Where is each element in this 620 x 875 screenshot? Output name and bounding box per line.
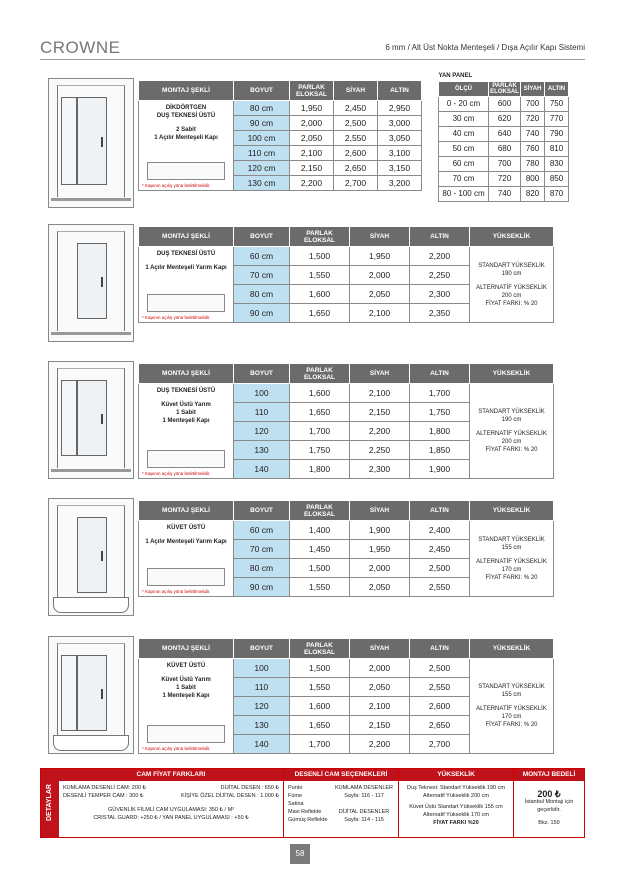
col-altin: ALTIN — [410, 639, 470, 659]
mini-diagram — [147, 725, 225, 743]
price-cell: 3,000 — [378, 116, 422, 131]
col-altin: ALTIN — [410, 501, 470, 521]
price-cell: 1,600 — [290, 697, 350, 716]
price-cell: 2,050 — [350, 285, 410, 304]
montaj-desc: KÜVET ÜSTÜ Küvet Üstü Yarım 1 Sabit 1 Menteşeli Kapı * Kapının açılış yönü belirtilmelidir. — [139, 659, 234, 754]
col-siyah: SİYAH — [521, 81, 545, 96]
product-section-5 — [40, 630, 585, 754]
price-cell: 2,050 — [290, 131, 334, 146]
price-cell: 2,300 — [350, 460, 410, 479]
price-cell: 2,200 — [290, 176, 334, 191]
height-info: STANDART YÜKSEKLİK 155 cm ALTERNATİF YÜKSEKLİK 170 cm FİYAT FARKI: % 20 — [470, 659, 554, 754]
price-cell: 1,650 — [290, 304, 350, 323]
price-cell: 1,550 — [290, 266, 350, 285]
price-cell: 820 — [521, 186, 545, 201]
price-cell: 2,000 — [350, 559, 410, 578]
price-cell: 1,800 — [290, 460, 350, 479]
handle-shape — [101, 551, 103, 561]
door-shape — [77, 380, 107, 456]
price-table — [138, 500, 554, 597]
height-title: YÜKSEKLİK — [399, 769, 513, 781]
price-cell: 2,450 — [334, 101, 378, 116]
note-text: * Kapının açılış yönü belirtilmelidir. — [142, 589, 211, 594]
price-cell: 2,600 — [334, 146, 378, 161]
col-boyut: BOYUT — [234, 227, 290, 247]
price-cell: 2,000 — [350, 659, 410, 678]
price-cell: 1,850 — [410, 441, 470, 460]
size-cell: 100 cm — [234, 131, 290, 146]
price-cell: 2,200 — [350, 422, 410, 441]
price-cell: 2,100 — [350, 384, 410, 403]
montaj-desc: DUŞ TEKNESİ ÜSTÜ Küvet Üstü Yarım 1 Sabit 1 Menteşeli Kapı * Kapının açılış yönü belirtilmelidir. — [139, 384, 234, 479]
details-footer — [40, 768, 585, 838]
col-parlak: PARLAK ELOKSAL — [290, 364, 350, 384]
product-section-2 — [40, 218, 585, 342]
size-cell: 70 cm — [439, 171, 489, 186]
col-siyah: SİYAH — [350, 639, 410, 659]
col-parlak: PARLAK ELOKSAL — [290, 227, 350, 247]
price-cell: 2,050 — [350, 678, 410, 697]
col-parlak: PARLAK ELOKSAL — [490, 82, 519, 95]
col-altin: ALTIN — [545, 81, 569, 96]
size-cell: 140 — [234, 460, 290, 479]
size-cell: 130 — [234, 716, 290, 735]
price-cell: 770 — [545, 111, 569, 126]
door-shape — [77, 517, 107, 593]
price-cell: 2,450 — [410, 540, 470, 559]
product-illustration — [48, 498, 134, 616]
col-boyut: BOYUT — [234, 364, 290, 384]
size-cell: 110 — [234, 678, 290, 697]
price-cell: 720 — [489, 171, 521, 186]
page-subtitle: 6 mm / Alt Üst Nokta Menteşeli / Dışa Açılır Kapı Sistemi — [385, 43, 585, 52]
price-cell: 2,100 — [290, 146, 334, 161]
size-cell: 90 cm — [234, 116, 290, 131]
col-boyut: BOYUT — [234, 81, 290, 101]
price-cell: 740 — [489, 186, 521, 201]
montaj-desc: DİKDÖRTGEN DUŞ TEKNESİ ÜSTÜ 2 Sabit 1 Açılır Menteşeli Kapı * Kapının açılış yönü belirtilmelidir. — [139, 101, 234, 191]
montaj-desc: DUŞ TEKNESİ ÜSTÜ 1 Açılır Menteşeli Yarım Kapı * Kapının açılış yönü belirtilmelidir. — [139, 247, 234, 323]
price-cell: 1,800 — [410, 422, 470, 441]
price-cell: 780 — [521, 156, 545, 171]
price-cell: 2,500 — [410, 659, 470, 678]
montaj-desc: KÜVET ÜSTÜ 1 Açılır Menteşeli Yarım Kapı * Kapının açılış yönü belirtilmelidir. — [139, 521, 234, 597]
col-siyah: SİYAH — [350, 364, 410, 384]
price-cell: 3,050 — [378, 131, 422, 146]
size-cell: 60 cm — [234, 521, 290, 540]
col-yukseklik: YÜKSEKLİK — [470, 501, 554, 521]
price-cell: 1,700 — [290, 422, 350, 441]
price-cell: 2,500 — [334, 116, 378, 131]
col-parlak: PARLAK ELOKSAL — [290, 639, 350, 659]
product-illustration — [48, 361, 134, 479]
fixed-panel-shape — [61, 655, 77, 731]
price-table — [138, 363, 554, 479]
col-parlak: PARLAK ELOKSAL — [290, 81, 334, 101]
price-cell: 1,950 — [350, 247, 410, 266]
size-cell: 80 - 100 cm — [439, 186, 489, 201]
product-illustration — [48, 636, 134, 754]
page-header — [40, 38, 585, 60]
price-cell: 2,350 — [410, 304, 470, 323]
col-altin: ALTIN — [378, 81, 422, 101]
price-table — [138, 638, 554, 754]
product-illustration — [48, 224, 134, 342]
size-cell: 140 — [234, 735, 290, 754]
price-cell: 600 — [489, 96, 521, 111]
size-cell: 30 cm — [439, 111, 489, 126]
price-cell: 1,700 — [410, 384, 470, 403]
col-yukseklik: YÜKSEKLİK — [470, 364, 554, 384]
size-cell: 90 cm — [234, 578, 290, 597]
size-cell: 120 cm — [234, 161, 290, 176]
price-cell: 1,400 — [290, 521, 350, 540]
mini-diagram — [147, 568, 225, 586]
price-cell: 700 — [521, 96, 545, 111]
col-montaj: MONTAJ ŞEKLİ — [139, 227, 234, 247]
price-cell: 2,000 — [350, 266, 410, 285]
col-montaj: MONTAJ ŞEKLİ — [139, 81, 234, 101]
patterned-glass-title: DESENLİ CAM SEÇENEKLERİ — [284, 769, 398, 781]
door-shape — [77, 97, 107, 185]
size-cell: 60 cm — [234, 247, 290, 266]
price-cell: 1,700 — [290, 735, 350, 754]
col-montaj: MONTAJ ŞEKLİ — [139, 364, 234, 384]
size-cell: 100 — [234, 384, 290, 403]
height-column: YÜKSEKLİK Duş Teknesi: Standart Yükseklik 190 cm Alternatif Yükseklik 200 cm Küvet Üstü Standart Yükseklik 155 cm Alternatif Yükseklik 170 cm FİYAT FARKI %20 — [399, 769, 514, 837]
price-cell: 2,150 — [350, 716, 410, 735]
price-cell: 1,650 — [290, 403, 350, 422]
brand-title: CROWNE — [40, 38, 121, 57]
col-boyut: BOYUT — [234, 501, 290, 521]
price-cell: 2,100 — [350, 697, 410, 716]
size-cell: 40 cm — [439, 126, 489, 141]
note-text: * Kapının açılış yönü belirtilmelidir. — [142, 471, 211, 476]
price-cell: 2,700 — [410, 735, 470, 754]
price-cell: 2,650 — [334, 161, 378, 176]
handle-shape — [101, 277, 103, 287]
price-cell: 2,250 — [350, 441, 410, 460]
price-cell: 2,500 — [410, 559, 470, 578]
handle-shape — [101, 414, 103, 424]
handle-shape — [101, 689, 103, 699]
size-cell: 60 cm — [439, 156, 489, 171]
price-cell: 2,400 — [410, 521, 470, 540]
col-montaj: MONTAJ ŞEKLİ — [139, 639, 234, 659]
price-table — [138, 80, 422, 191]
installation-price: 200 ₺ — [537, 789, 561, 799]
price-cell: 1,900 — [410, 460, 470, 479]
price-cell: 1,750 — [290, 441, 350, 460]
size-cell: 50 cm — [439, 141, 489, 156]
price-cell: 2,600 — [410, 697, 470, 716]
details-side-label: DETAYLAR — [41, 769, 59, 837]
price-cell: 1,900 — [350, 521, 410, 540]
col-boyut: BOYUT — [234, 639, 290, 659]
price-cell: 2,200 — [410, 247, 470, 266]
price-cell: 1,600 — [290, 285, 350, 304]
bathtub-shape — [53, 597, 129, 613]
mini-diagram — [147, 162, 225, 180]
col-siyah: SİYAH — [334, 81, 378, 101]
price-cell: 1,550 — [290, 578, 350, 597]
size-cell: 80 cm — [234, 101, 290, 116]
price-table — [138, 226, 554, 323]
price-cell: 1,650 — [290, 716, 350, 735]
price-cell: 740 — [521, 126, 545, 141]
price-cell: 2,550 — [334, 131, 378, 146]
size-cell: 110 cm — [234, 146, 290, 161]
price-cell: 850 — [545, 171, 569, 186]
price-cell: 1,500 — [290, 559, 350, 578]
glass-price-column: CAM FİYAT FARKLARI KUMLAMA DESENLİ CAM: 200 ₺ DİJİTAL DESEN : 650 ₺ DESENLİ TEMPER CAM : 300 ₺ KİŞİYE ÖZEL DİJİTAL DESEN : 1.000 ₺ GÜVENLİK FİLMLİ CAM UYGULAMASI: 350 ₺ / M² CRISTAL GUARD: +250 ₺ / YAN PANEL UYGULAMASI : +50 ₺ — [59, 769, 284, 837]
col-siyah: SİYAH — [350, 501, 410, 521]
side-panel-caption: YAN PANEL — [438, 73, 473, 80]
price-cell: 810 — [545, 141, 569, 156]
door-shape — [77, 655, 107, 731]
price-cell: 790 — [545, 126, 569, 141]
price-cell: 1,600 — [290, 384, 350, 403]
price-cell: 2,550 — [410, 578, 470, 597]
handle-shape — [101, 137, 103, 147]
bathtub-shape — [53, 735, 129, 751]
col-parlak: PARLAK ELOKSAL — [290, 501, 350, 521]
price-cell: 720 — [521, 111, 545, 126]
size-cell: 80 cm — [234, 285, 290, 304]
price-cell: 3,200 — [378, 176, 422, 191]
price-cell: 2,650 — [410, 716, 470, 735]
price-cell: 3,100 — [378, 146, 422, 161]
price-cell: 2,200 — [350, 735, 410, 754]
height-info: STANDART YÜKSEKLİK 190 cm ALTERNATİF YÜKSEKLİK 200 cm FİYAT FARKI: % 20 — [470, 247, 554, 323]
price-cell: 760 — [521, 141, 545, 156]
size-cell: 0 - 20 cm — [439, 96, 489, 111]
floor-shape — [51, 332, 131, 335]
price-cell: 2,950 — [378, 101, 422, 116]
price-cell: 750 — [545, 96, 569, 111]
price-cell: 830 — [545, 156, 569, 171]
price-cell: 620 — [489, 111, 521, 126]
size-cell: 130 cm — [234, 176, 290, 191]
col-yukseklik: YÜKSEKLİK — [470, 639, 554, 659]
product-illustration — [48, 78, 134, 208]
size-cell: 70 cm — [234, 266, 290, 285]
price-cell: 1,450 — [290, 540, 350, 559]
patterned-glass-column: DESENLİ CAM SEÇENEKLERİ Punto Füme Satina Mavi Reflekte Gümüş Reflekte KUMLAMA DESENLER Sayfa: 116 - 117 DİJİTAL DESENLER Sayfa: 114 - 115 — [284, 769, 399, 837]
price-cell: 680 — [489, 141, 521, 156]
price-cell: 2,250 — [410, 266, 470, 285]
price-cell: 1,750 — [410, 403, 470, 422]
size-cell: 90 cm — [234, 304, 290, 323]
price-cell: 1,500 — [290, 659, 350, 678]
product-section-4 — [40, 492, 585, 616]
price-cell: 1,550 — [290, 678, 350, 697]
price-cell: 1,950 — [350, 540, 410, 559]
size-cell: 100 — [234, 659, 290, 678]
size-cell: 120 — [234, 697, 290, 716]
price-cell: 870 — [545, 186, 569, 201]
product-section-1 — [40, 72, 585, 210]
col-siyah: SİYAH — [350, 227, 410, 247]
side-panel-table — [438, 72, 569, 202]
price-cell: 2,050 — [350, 578, 410, 597]
page-number: 58 — [290, 844, 310, 864]
price-cell: 2,100 — [350, 304, 410, 323]
mini-diagram — [147, 450, 225, 468]
height-info: STANDART YÜKSEKLİK 190 cm ALTERNATİF YÜKSEKLİK 200 cm FİYAT FARKI: % 20 — [470, 384, 554, 479]
note-text: * Kapının açılış yönü belirtilmelidir. — [142, 183, 211, 188]
price-cell: 2,150 — [290, 161, 334, 176]
installation-column: MONTAJ BEDELİ 200 ₺ İstanbul Montajı için geçerlidir. Bkz. 159 — [514, 769, 584, 837]
floor-shape — [51, 469, 131, 472]
fixed-panel-shape — [61, 97, 77, 185]
price-cell: 2,150 — [350, 403, 410, 422]
floor-shape — [51, 198, 131, 201]
size-cell: 80 cm — [234, 559, 290, 578]
note-text: * Kapının açılış yönü belirtilmelidir. — [142, 315, 211, 320]
size-cell: 110 — [234, 403, 290, 422]
col-yukseklik: YÜKSEKLİK — [470, 227, 554, 247]
glass-price-title: CAM FİYAT FARKLARI — [59, 769, 283, 781]
price-difference: FİYAT FARKI %20 — [433, 820, 479, 826]
note-text: * Kapının açılış yönü belirtilmelidir. — [142, 746, 211, 751]
price-cell: 640 — [489, 126, 521, 141]
price-cell: 1,500 — [290, 247, 350, 266]
price-cell: 1,950 — [290, 101, 334, 116]
price-cell: 2,300 — [410, 285, 470, 304]
product-section-3 — [40, 355, 585, 479]
height-info: STANDART YÜKSEKLİK 155 cm ALTERNATİF YÜKSEKLİK 170 cm FİYAT FARKI: % 20 — [470, 521, 554, 597]
price-cell: 2,700 — [334, 176, 378, 191]
size-cell: 70 cm — [234, 540, 290, 559]
price-cell: 3,150 — [378, 161, 422, 176]
price-cell: 2,000 — [290, 116, 334, 131]
col-montaj: MONTAJ ŞEKLİ — [139, 501, 234, 521]
price-cell: 700 — [489, 156, 521, 171]
col-altin: ALTIN — [410, 364, 470, 384]
price-cell: 2,550 — [410, 678, 470, 697]
installation-title: MONTAJ BEDELİ — [514, 769, 584, 781]
size-cell: 130 — [234, 441, 290, 460]
mini-diagram — [147, 294, 225, 312]
col-altin: ALTIN — [410, 227, 470, 247]
door-shape — [77, 243, 107, 319]
size-cell: 120 — [234, 422, 290, 441]
col-olcu: ÖLÇÜ — [439, 81, 489, 96]
price-cell: 800 — [521, 171, 545, 186]
fixed-panel-shape — [61, 380, 77, 456]
